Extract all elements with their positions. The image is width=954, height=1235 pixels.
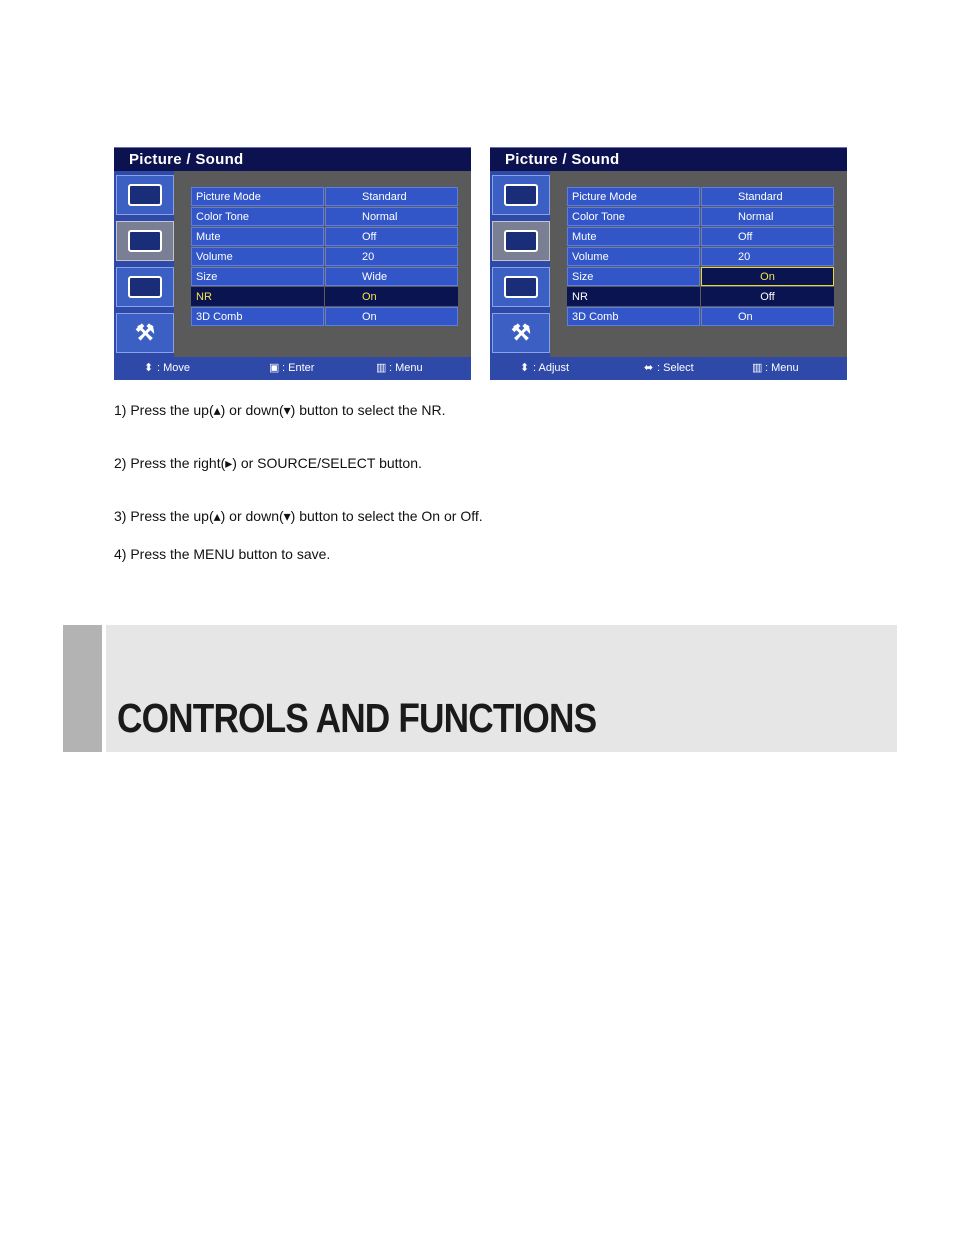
- osd-options: [567, 187, 834, 327]
- enter-square-icon: ▣: [269, 362, 280, 374]
- option-row[interactable]: [191, 307, 458, 327]
- option-value: 20: [325, 247, 458, 266]
- option-value: Off: [325, 227, 458, 246]
- option-label: Picture Mode: [191, 187, 324, 206]
- option-label: Mute: [567, 227, 700, 246]
- tools-icon: ⚒: [511, 320, 531, 345]
- footer-adjust-label: : Adjust: [533, 362, 570, 374]
- option-row[interactable]: [191, 207, 458, 227]
- option-value: Standard: [325, 187, 458, 206]
- tools-icon: ⚒: [135, 320, 155, 345]
- menu-icon: ▥: [752, 362, 763, 374]
- osd-footer: [114, 357, 471, 380]
- footer-select-label: : Select: [657, 362, 694, 374]
- banner-accent-bar: [63, 625, 102, 752]
- option-label: Volume: [567, 247, 700, 266]
- instruction-step: 4) Press the MENU button to save.: [114, 546, 331, 562]
- option-value: Off: [701, 227, 834, 246]
- footer-menu-label: : Menu: [765, 362, 799, 374]
- tab-picture[interactable]: [492, 175, 550, 215]
- instruction-step: 2) Press the right(▸) or SOURCE/SELECT button.: [114, 455, 422, 471]
- option-value: Wide: [325, 267, 458, 286]
- tab-screen[interactable]: [116, 267, 174, 307]
- tab-screen[interactable]: [492, 267, 550, 307]
- option-label: NR: [191, 287, 324, 306]
- option-row[interactable]: [567, 187, 834, 207]
- screen-icon: [504, 276, 538, 298]
- option-row-editing[interactable]: [567, 267, 834, 287]
- option-row-selected[interactable]: [191, 287, 458, 307]
- option-label: Volume: [191, 247, 324, 266]
- osd-title: Picture / Sound: [490, 147, 847, 171]
- updown-arrow-icon: ⬍: [144, 362, 154, 374]
- footer-enter-label: : Enter: [282, 362, 315, 374]
- option-row[interactable]: [567, 207, 834, 227]
- section-banner: [63, 625, 897, 752]
- osd-title: Picture / Sound: [114, 147, 471, 171]
- osd-footer: [490, 357, 847, 380]
- option-label: NR: [567, 287, 700, 306]
- option-row-selected[interactable]: [567, 287, 834, 307]
- option-label: Size: [567, 267, 700, 286]
- option-value: On: [701, 307, 834, 326]
- option-row[interactable]: [567, 227, 834, 247]
- osd-menu-left: [114, 147, 471, 380]
- banner-divider: [102, 625, 106, 752]
- tab-setup[interactable]: [116, 313, 174, 353]
- screen-icon: [128, 276, 162, 298]
- tab-setup[interactable]: [492, 313, 550, 353]
- option-row[interactable]: [191, 187, 458, 207]
- osd-options: [191, 187, 458, 327]
- option-row[interactable]: [567, 247, 834, 267]
- option-value: On: [325, 307, 458, 326]
- tab-sound[interactable]: [492, 221, 550, 261]
- osd-sidebar: [114, 171, 174, 357]
- option-label: 3D Comb: [567, 307, 700, 326]
- picture-icon: [128, 184, 162, 206]
- footer-menu-label: : Menu: [389, 362, 423, 374]
- option-label: Mute: [191, 227, 324, 246]
- option-row[interactable]: [567, 307, 834, 327]
- osd-sidebar: [490, 171, 550, 357]
- option-value: Normal: [701, 207, 834, 226]
- option-value: Standard: [701, 187, 834, 206]
- option-value: Normal: [325, 207, 458, 226]
- footer-move-label: : Move: [157, 362, 191, 374]
- sound-icon: [128, 230, 162, 252]
- sound-icon: [504, 230, 538, 252]
- leftright-arrow-icon: ⬌: [644, 362, 654, 374]
- option-row[interactable]: [191, 247, 458, 267]
- option-label: Color Tone: [191, 207, 324, 226]
- instruction-step: 1) Press the up(▴) or down(▾) button to select the NR.: [114, 402, 446, 418]
- option-value-editor[interactable]: On: [701, 267, 834, 286]
- updown-arrow-icon: ⬍: [520, 362, 530, 374]
- osd-menu-right: [490, 147, 847, 380]
- option-value: 20: [701, 247, 834, 266]
- option-label: Size: [191, 267, 324, 286]
- section-heading: CONTROLS AND FUNCTIONS: [117, 695, 597, 741]
- option-label: 3D Comb: [191, 307, 324, 326]
- option-row[interactable]: [191, 227, 458, 247]
- option-label: Picture Mode: [567, 187, 700, 206]
- option-label: Color Tone: [567, 207, 700, 226]
- menu-icon: ▥: [376, 362, 387, 374]
- option-value: On: [325, 287, 458, 306]
- option-value: Off: [701, 287, 834, 306]
- picture-icon: [504, 184, 538, 206]
- instruction-step: 3) Press the up(▴) or down(▾) button to select the On or Off.: [114, 508, 483, 524]
- option-row[interactable]: [191, 267, 458, 287]
- tab-picture[interactable]: [116, 175, 174, 215]
- tab-sound[interactable]: [116, 221, 174, 261]
